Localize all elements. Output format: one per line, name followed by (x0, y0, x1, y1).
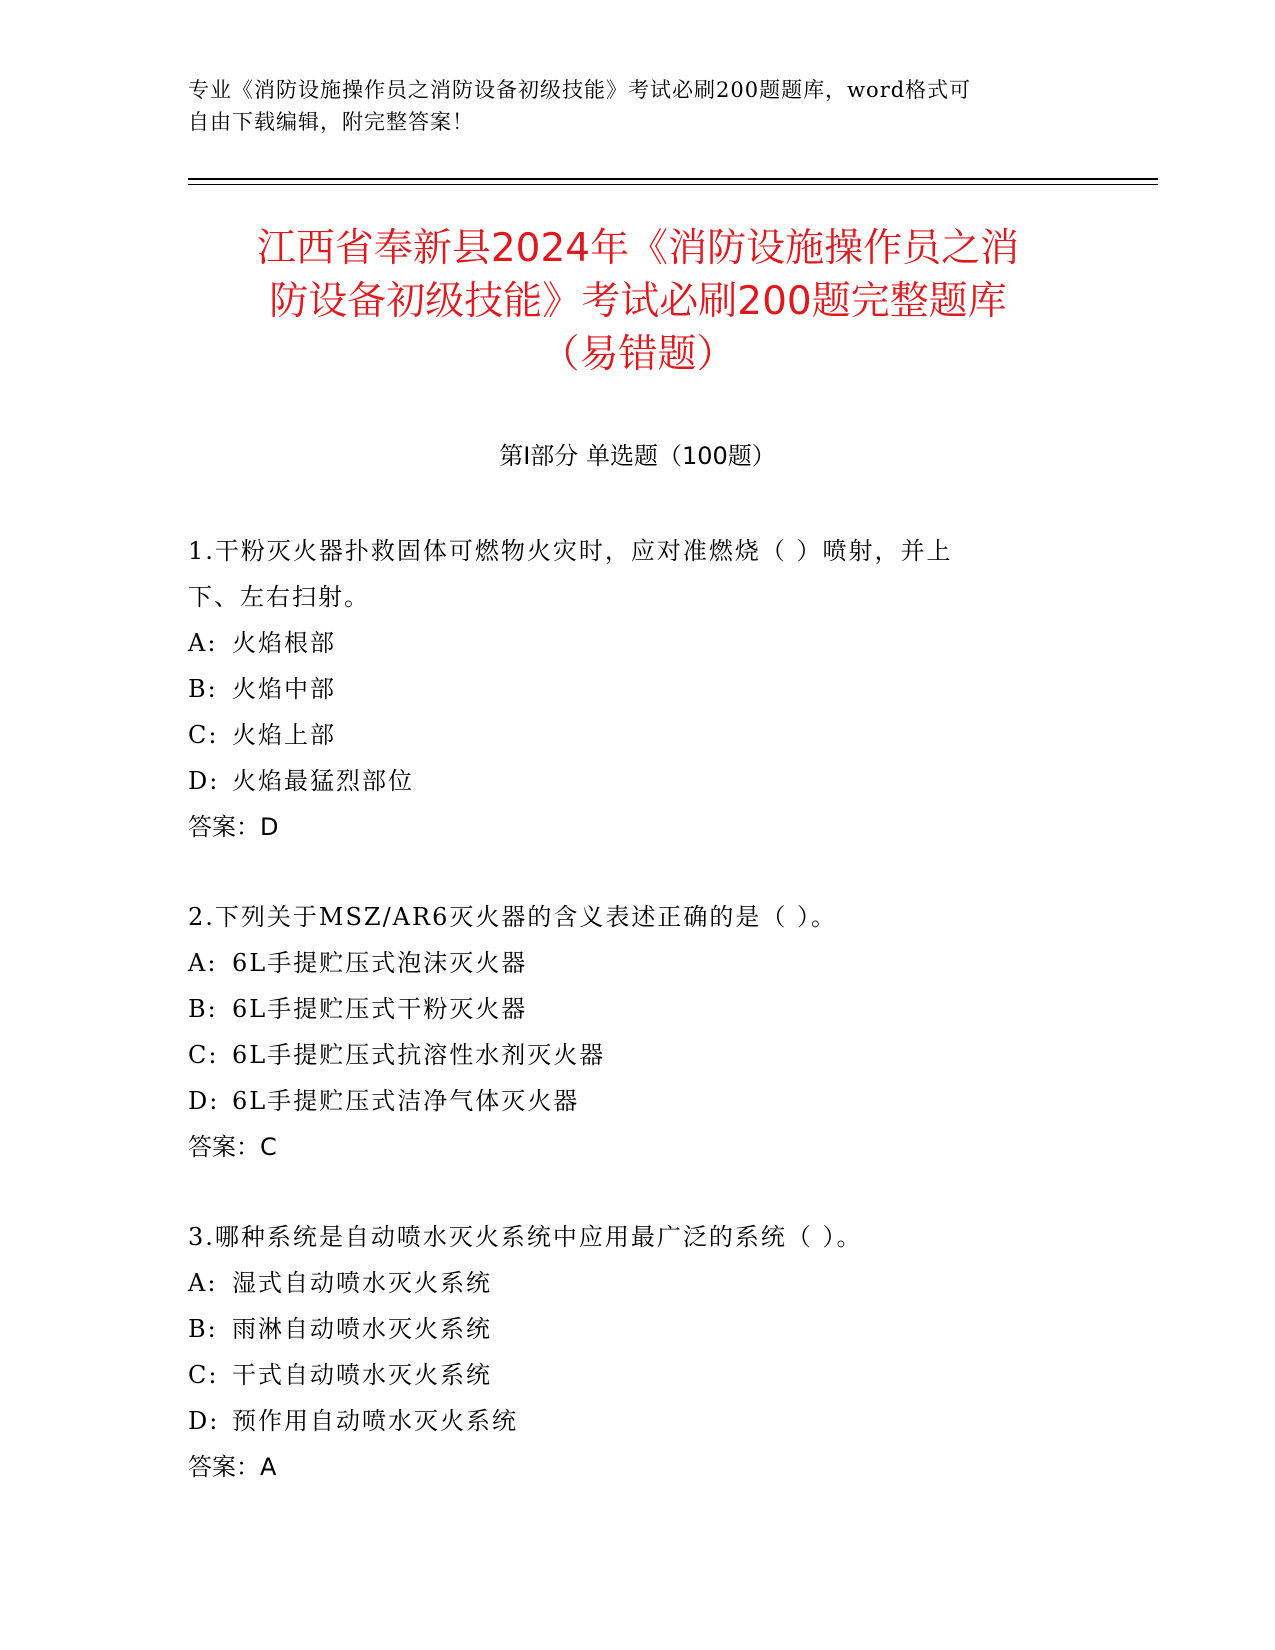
question-2 (188, 894, 1088, 1170)
option-text: 湿式自动喷水灭火系统 (232, 1269, 492, 1297)
option-text: 火焰最猛烈部位 (232, 767, 414, 795)
option-a (188, 620, 1088, 666)
option-text: 火焰中部 (232, 675, 336, 703)
question-3 (188, 1214, 1088, 1490)
document-title-line-3: （易错题） (540, 332, 736, 377)
option-text: 火焰上部 (232, 721, 336, 749)
option-d (188, 1078, 1088, 1124)
header-divider-thick (188, 178, 1158, 180)
question-stem: 2.下列关于MSZ/AR6灭火器的含义表述正确的是（ ）。 (188, 903, 837, 931)
option-letter: D: (188, 767, 220, 795)
answer: 答案：D (188, 813, 279, 841)
header-note (188, 74, 1068, 138)
option-text: 6L手提贮压式抗溶性水剂灭火器 (232, 1041, 606, 1069)
question-list (188, 528, 1088, 1534)
answer: 答案：A (188, 1453, 277, 1481)
question-stem: 3.哪种系统是自动喷水灭火系统中应用最广泛的系统（ ）。 (188, 1223, 863, 1251)
question-stem: 1.干粉灭火器扑救固体可燃物火灾时，应对准燃烧（ ）喷射，并上 (188, 537, 953, 565)
option-c (188, 1352, 1088, 1398)
option-c (188, 1032, 1088, 1078)
option-b (188, 1306, 1088, 1352)
option-letter: A: (188, 1269, 218, 1297)
document-title (178, 222, 1098, 381)
header-divider-thin (188, 184, 1158, 185)
option-text: 雨淋自动喷水灭火系统 (232, 1315, 492, 1343)
document-title-line-2: 防设备初级技能》考试必刷200题完整题库 (269, 279, 1007, 324)
option-letter: B: (188, 995, 218, 1023)
option-text: 火焰根部 (232, 629, 336, 657)
option-letter: B: (188, 675, 218, 703)
option-letter: C: (188, 1361, 219, 1389)
option-letter: A: (188, 629, 218, 657)
header-note-line-2: 自由下载编辑，附完整答案！ (188, 110, 474, 134)
answer: 答案：C (188, 1133, 277, 1161)
question-stem-continued: 下、左右扫射。 (188, 583, 370, 611)
option-text: 6L手提贮压式洁净气体灭火器 (232, 1087, 580, 1115)
document-title-line-1: 江西省奉新县2024年《消防设施操作员之消 (256, 226, 1020, 271)
option-text: 预作用自动喷水灭火系统 (232, 1407, 518, 1435)
header-note-line-1: 专业《消防设施操作员之消防设备初级技能》考试必刷200题题库，word格式可 (188, 78, 972, 102)
question-1 (188, 528, 1088, 850)
option-letter: C: (188, 721, 219, 749)
section-title: 第I部分 单选题（100题） (499, 442, 776, 470)
option-b (188, 986, 1088, 1032)
option-b (188, 666, 1088, 712)
option-d (188, 1398, 1088, 1444)
option-letter: D: (188, 1407, 220, 1435)
option-letter: C: (188, 1041, 219, 1069)
option-letter: A: (188, 949, 218, 977)
option-d (188, 758, 1088, 804)
option-c (188, 712, 1088, 758)
option-letter: D: (188, 1087, 220, 1115)
option-letter: B: (188, 1315, 218, 1343)
option-text: 6L手提贮压式泡沫灭火器 (232, 949, 528, 977)
option-a (188, 940, 1088, 986)
option-text: 干式自动喷水灭火系统 (232, 1361, 492, 1389)
option-a (188, 1260, 1088, 1306)
option-text: 6L手提贮压式干粉灭火器 (232, 995, 528, 1023)
